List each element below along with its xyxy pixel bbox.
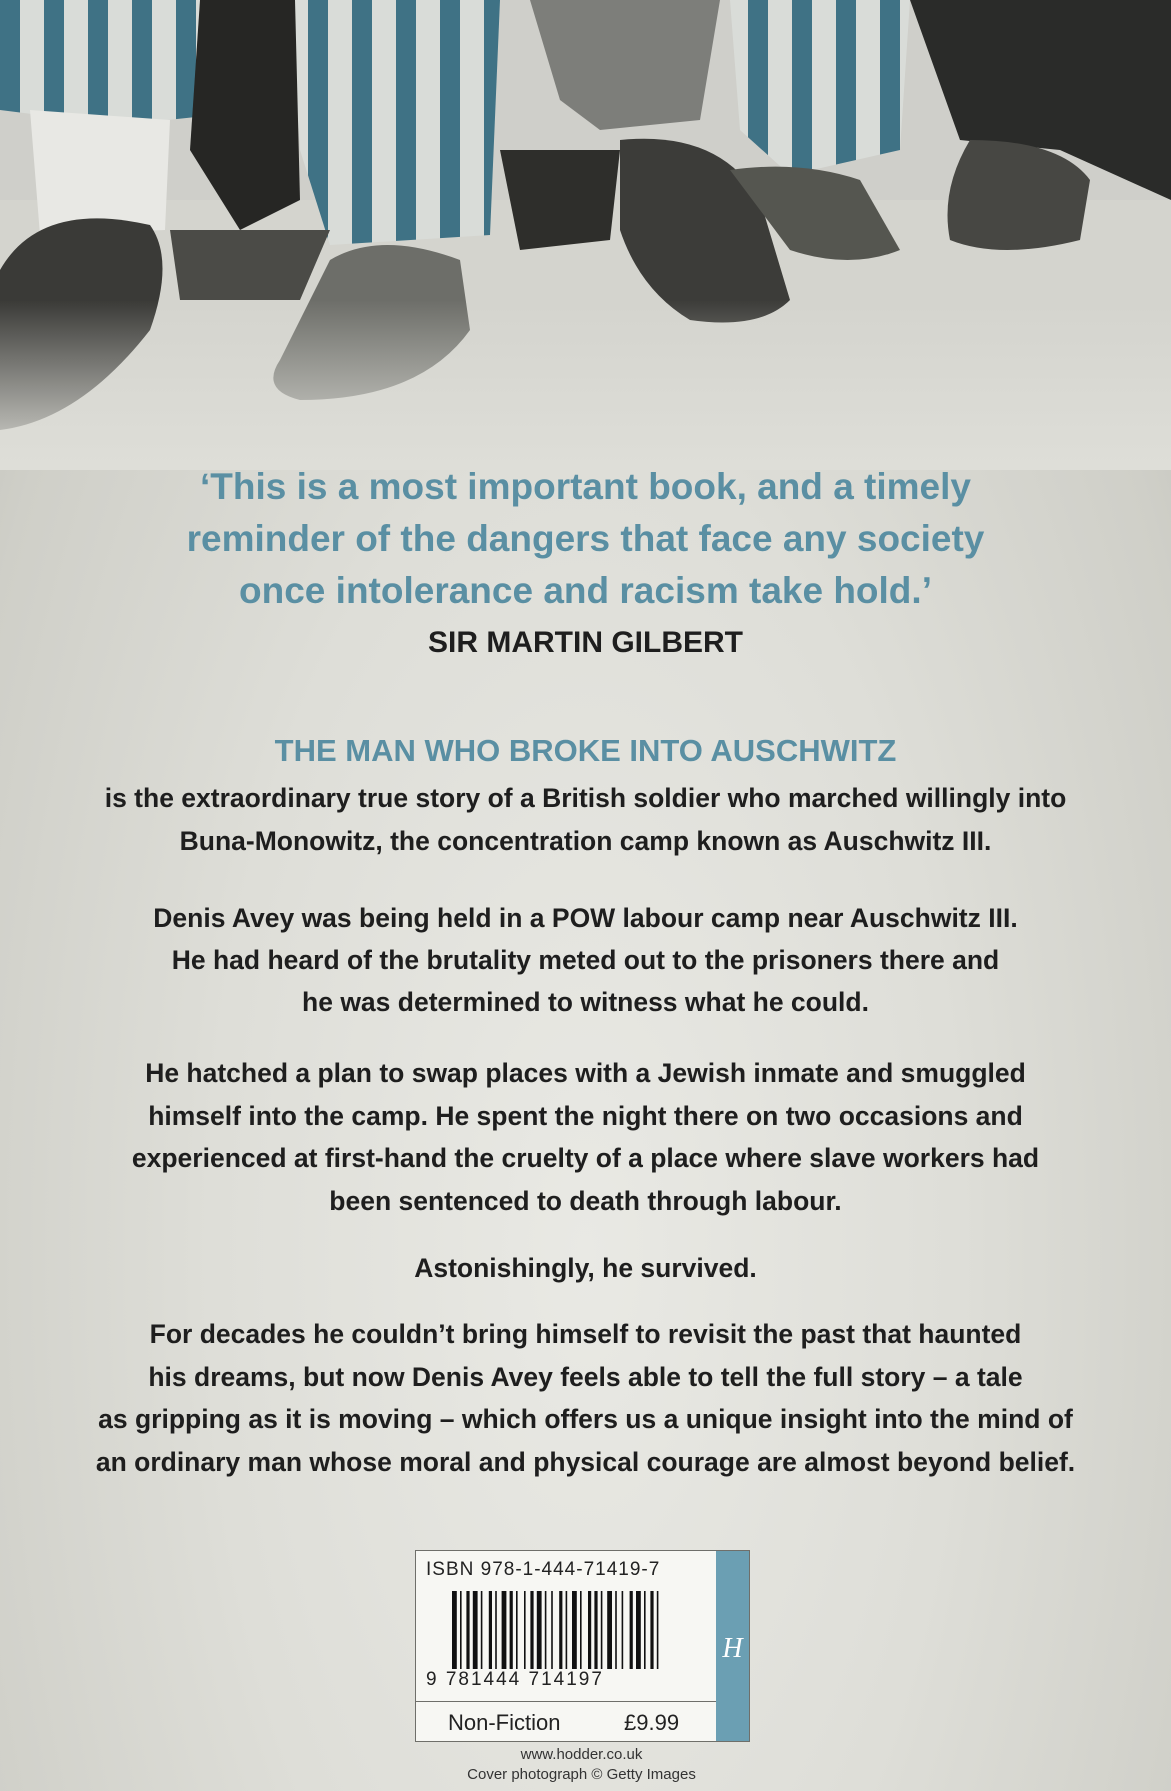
blurb-p3-line-2: himself into the camp. He spent the night there on two occasions and bbox=[148, 1101, 1023, 1131]
blurb-p5-line-2: his dreams, but now Denis Avey feels able to tell the full story – a tale bbox=[148, 1362, 1023, 1392]
publisher-website: www.hodder.co.uk bbox=[520, 1746, 643, 1763]
isbn-number: ISBN 978-1-444-71419-7 bbox=[426, 1559, 661, 1580]
publisher-strip bbox=[716, 1551, 749, 1741]
blurb-p4-line-1: Astonishingly, he survived. bbox=[414, 1253, 757, 1283]
barcode-panel bbox=[415, 1550, 750, 1742]
blurb-p5-line-4: an ordinary man whose moral and physical courage are almost beyond belief. bbox=[95, 1447, 1076, 1477]
blurb-p5-line-1: For decades he couldn’t bring himself to revisit the past that haunted bbox=[149, 1319, 1022, 1349]
blurb-p3-line-4: been sentenced to death through labour. bbox=[329, 1186, 842, 1216]
quote-line-2: reminder of the dangers that face any society bbox=[186, 518, 985, 559]
blurb-p1-line-1: is the extraordinary true story of a British soldier who marched willingly into bbox=[104, 783, 1067, 813]
price-row bbox=[416, 1701, 716, 1742]
genre-label: Non-Fiction bbox=[448, 1710, 561, 1735]
blurb-p2-line-3: he was determined to witness what he could. bbox=[302, 987, 869, 1017]
quote-line-1: ‘This is a most important book, and a timely bbox=[200, 466, 971, 507]
cover-photograph bbox=[0, 0, 1171, 470]
quote-line-3: once intolerance and racism take hold.’ bbox=[239, 570, 932, 611]
blurb-p3-line-1: He hatched a plan to swap places with a Jewish inmate and smuggled bbox=[145, 1058, 1026, 1088]
blurb-p1-line-2: Buna-Monowitz, the concentration camp known as Auschwitz III. bbox=[179, 826, 992, 856]
blurb-p5-line-3: as gripping as it is moving – which offers us a unique insight into the mind of bbox=[98, 1404, 1073, 1434]
barcode-icon bbox=[452, 1591, 692, 1669]
blurb-p2-line-1: Denis Avey was being held in a POW labour camp near Auschwitz III. bbox=[153, 903, 1018, 933]
quote-attribution: SIR MARTIN GILBERT bbox=[428, 626, 743, 659]
barcode-digits: 9 781444 714197 bbox=[426, 1669, 604, 1690]
price-label: £9.99 bbox=[624, 1710, 680, 1735]
photo-credit: Cover photograph © Getty Images bbox=[467, 1766, 696, 1783]
blurb-p2-line-2: He had heard of the brutality meted out to the prisoners there and bbox=[171, 945, 1000, 975]
blurb-p3-line-3: experienced at first-hand the cruelty of a place where slave workers had bbox=[131, 1143, 1040, 1173]
book-title-heading: THE MAN WHO BROKE INTO AUSCHWITZ bbox=[274, 733, 897, 768]
hodder-logo-icon: H bbox=[722, 1633, 743, 1664]
